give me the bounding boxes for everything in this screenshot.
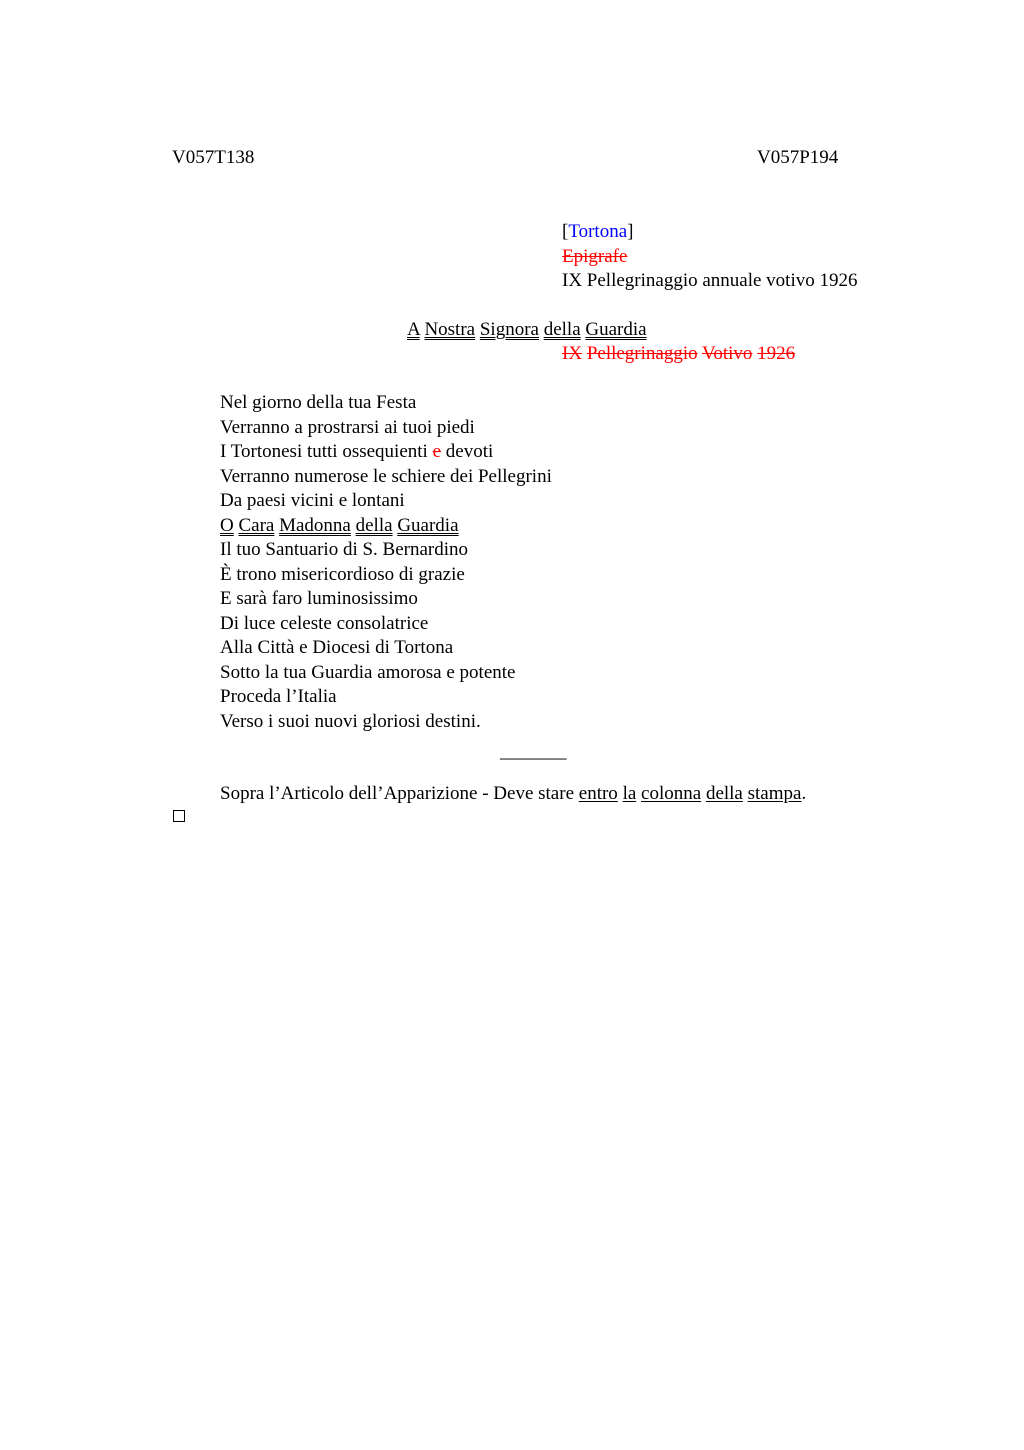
poem-line: E sarà faro luminosissimo (220, 588, 418, 609)
underlined-word: stampa (747, 783, 802, 804)
poem-line: È trono misericordioso di grazie (220, 563, 465, 585)
poem-line: Il tuo Santuario di S. Bernardino (220, 539, 469, 560)
underlined-word: della (355, 514, 393, 536)
dedication-title (407, 318, 647, 342)
poem-line-text: devoti (441, 441, 494, 462)
struck-word: e (432, 441, 442, 462)
separator-line: _______ (500, 741, 567, 762)
document-code-right: V057P194 (757, 147, 839, 168)
underlined-word: della (705, 783, 743, 804)
poem (220, 391, 552, 734)
poem-line: Proceda l’Italia (220, 686, 337, 707)
underlined-word: Cara (238, 514, 275, 536)
place-open-bracket: [ (562, 221, 569, 242)
poem-line: Di luce celeste consolatrice (220, 612, 429, 634)
underlined-word: Guardia (397, 514, 459, 536)
place-line (562, 220, 633, 244)
poem-line (220, 514, 552, 539)
pilgrimage-line: IX Pellegrinaggio annuale votivo 1926 (562, 270, 858, 291)
struck-word: Pellegrinaggio (586, 343, 698, 364)
underlined-word: O (220, 514, 234, 536)
editorial-note (220, 782, 806, 806)
struck-word: 1926 (757, 343, 796, 364)
dedication-word: Nostra (424, 319, 476, 340)
poem-line: Verranno numerose le schiere dei Pellegrini (220, 465, 552, 487)
place-close-bracket: ] (627, 221, 634, 242)
poem-line: Sotto la tua Guardia amorosa e potente (220, 661, 516, 683)
document-code-left: V057T138 (172, 147, 255, 168)
dedication-word: Guardia (585, 319, 647, 340)
struck-word: Votivo (702, 343, 753, 364)
poem-line (220, 440, 552, 465)
poem-line: Nel giorno della tua Festa (220, 392, 417, 413)
poem-line: Verso i suoi nuovi gloriosi destini. (220, 710, 481, 732)
underlined-word: entro (578, 783, 618, 804)
poem-line: Da paesi vicini e lontani (220, 490, 405, 511)
dedication-word: A (407, 319, 420, 340)
note-text: Sopra l’Articolo dell’Apparizione - Deve stare (220, 783, 579, 804)
struck-word: IX (562, 343, 583, 364)
dedication-word: Signora (479, 319, 539, 340)
note-end: . (801, 783, 807, 804)
poem-line-text: I Tortonesi tutti ossequienti (220, 441, 433, 462)
dedication-word: della (543, 319, 581, 340)
underlined-word: la (622, 783, 637, 804)
poem-line: Verranno a prostrarsi ai tuoi piedi (220, 416, 475, 438)
poem-line: Alla Città e Diocesi di Tortona (220, 637, 454, 658)
underlined-word: colonna (641, 783, 702, 804)
struck-pilgrimage-line (562, 342, 795, 366)
place-name: Tortona (568, 221, 628, 242)
underlined-word: Madonna (279, 514, 351, 536)
struck-title: Epigrafe (562, 246, 628, 267)
empty-square-icon (173, 810, 185, 822)
